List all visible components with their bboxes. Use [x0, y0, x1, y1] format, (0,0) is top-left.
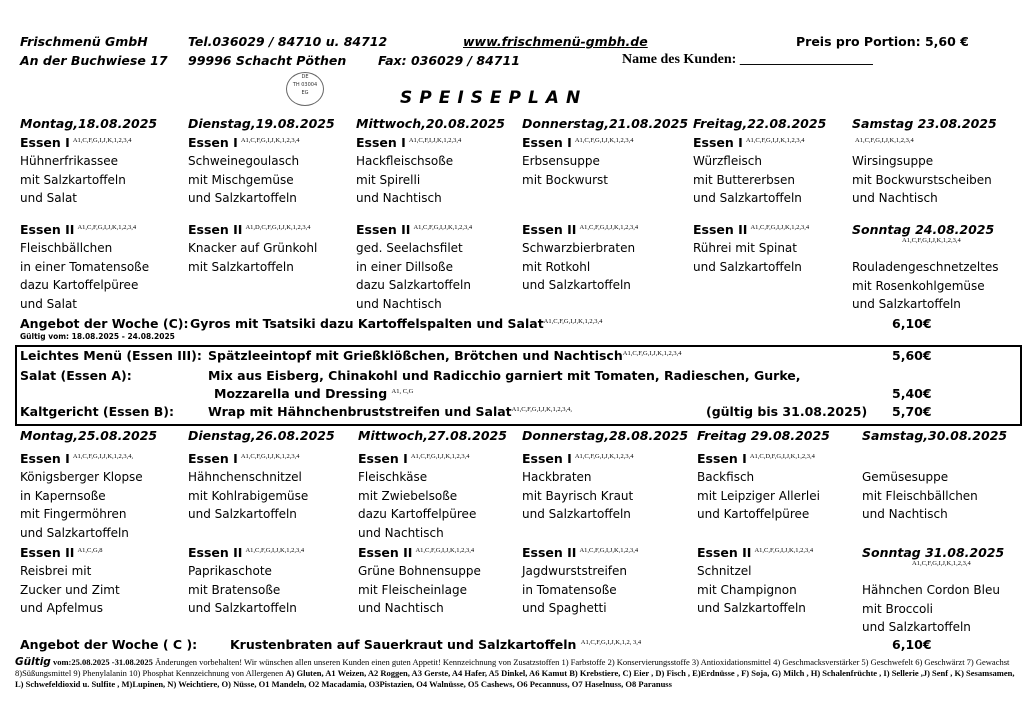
- allergen-codes: A1,C,F,G,I,J,K,1,2,3,4: [574, 452, 634, 460]
- week1-offer-text: [190, 316, 602, 331]
- essen-2-label: Essen II: [188, 222, 243, 237]
- essen-1-line: Fleischkäse: [358, 470, 428, 484]
- essen-1-line: Hackbraten: [522, 470, 592, 484]
- essen-1-label: Essen I: [358, 451, 408, 466]
- offer-text: Gyros mit Tsatsiki dazu Kartoffelspalten und Salat: [190, 316, 544, 331]
- allergen-codes: A1,C,F,G,I,J,K,1,2,3,4: [754, 546, 814, 554]
- light-menu-text: [208, 348, 681, 363]
- essen-1-header: [188, 135, 300, 150]
- essen-1-line: mit Kohlrabigemüse: [188, 488, 309, 503]
- essen-1-line: mit Spirelli: [356, 172, 421, 187]
- essen-1-line: und Nachtisch: [358, 525, 444, 540]
- cold-dish-label: Kaltgericht (Essen B):: [20, 404, 174, 419]
- customer-name-field[interactable]: Name des Kunden: ___________________: [622, 52, 873, 67]
- light-menu-label: Leichtes Menü (Essen III):: [20, 348, 202, 363]
- allergen-codes: A1,C,F,G,I,J,K,1,2,3,4,: [511, 405, 572, 413]
- essen-2-line: und Nachtisch: [358, 601, 444, 615]
- essen-1-line: und Salzkartoffeln: [188, 191, 297, 205]
- essen-1-header: [20, 451, 133, 466]
- footer-valid-range: vom:25.08.2025 -31.08.2025: [52, 657, 153, 667]
- essen-1-line: und Nachtisch: [862, 507, 948, 521]
- day-date: Dienstag,26.08.2025: [188, 428, 335, 443]
- essen-2-line: mit Bratensoße: [188, 582, 281, 597]
- essen-2-label: Essen II: [358, 545, 413, 560]
- essen-2-line: und Spaghetti: [522, 601, 607, 615]
- essen-1-line: Schweinegoulasch: [188, 154, 300, 168]
- essen-2-label: Essen II: [522, 545, 577, 560]
- allergen-codes: A1,C,F,I,J,K,1,2,3,4: [408, 136, 462, 144]
- essen-1-line: und Salzkartoffeln: [522, 507, 631, 521]
- essen-2-line: in einer Dillsoße: [356, 259, 453, 274]
- sunday-date: Sonntag 31.08.2025: [862, 545, 1005, 560]
- essen-2-line: Zucker und Zimt: [20, 582, 120, 597]
- essen-2-label: Essen II: [20, 545, 75, 560]
- day-date: Samstag 23.08.2025: [852, 116, 997, 131]
- essen-1-line: Wirsingsuppe: [852, 154, 934, 168]
- essen-2-header: [358, 545, 474, 560]
- allergen-codes: A1,C,D,F,G,I,J,K,1,2,3,4: [749, 452, 815, 460]
- essen-1-line: Würzfleisch: [693, 154, 763, 168]
- essen-1-line: mit Leipziger Allerlei: [697, 488, 820, 503]
- cold-dish-text: [208, 404, 572, 419]
- essen-2-line: Fleischbällchen: [20, 241, 113, 255]
- essen-1-line: Backfisch: [697, 470, 755, 484]
- essen-2-label: Essen II: [20, 222, 75, 237]
- essen-1-header: [693, 135, 805, 150]
- essen-1-line: Hühnerfrikassee: [20, 154, 119, 168]
- salad-price: 5,40€: [892, 386, 932, 401]
- offer-text: Krustenbraten auf Sauerkraut und Salzkartoffeln: [230, 637, 577, 652]
- essen-1-line: mit Fleischbällchen: [862, 488, 978, 503]
- company-name: Frischmenü GmbH: [20, 34, 148, 49]
- day-date: Donnerstag,28.08.2025: [522, 428, 689, 443]
- day-date: Freitag,22.08.2025: [693, 116, 827, 131]
- allergen-codes: A1,C,G,8: [77, 546, 103, 554]
- sunday-header: [862, 545, 1004, 568]
- essen-1-header: [852, 135, 914, 150]
- essen-1-line: und Kartoffelpüree: [697, 507, 810, 521]
- allergen-codes: A1,C,F,G,I,J,K,1,2,3,4: [579, 223, 639, 231]
- week2-offer-price: 6,10€: [892, 637, 932, 652]
- essen-1-line: mit Bayrisch Kraut: [522, 488, 634, 503]
- essen-1-label: Essen I: [188, 451, 238, 466]
- light-menu-price: 5,60€: [892, 348, 932, 363]
- allergen-codes: A1, C,G: [391, 387, 414, 395]
- salad-text-1: Mix aus Eisberg, Chinakohl und Radicchio garniert mit Tomaten, Radieschen, Gurke,: [208, 368, 801, 383]
- essen-1-line: Königsberger Klopse: [20, 470, 143, 484]
- essen-2-line: Reisbrei mit: [20, 564, 92, 578]
- city: 99996 Schacht Pöthen: [188, 53, 347, 68]
- sunday-date: Sonntag 24.08.2025: [852, 222, 995, 237]
- essen-1-line: mit Salzkartoffeln: [20, 172, 126, 187]
- allergen-codes: A1,C,F,G,I,J,K,1,2,3,4,: [72, 452, 134, 460]
- essen-1-label: Essen I: [697, 451, 747, 466]
- stamp-line: EG: [301, 90, 309, 96]
- footer-valid-label: Gültig: [15, 656, 51, 668]
- essen-2-line: ged. Seelachsfilet: [356, 241, 463, 255]
- phone: Tel.036029 / 84710 u. 84712: [188, 34, 388, 49]
- essen-2-line: Hähnchen Cordon Bleu: [862, 583, 1000, 597]
- essen-1-label: Essen I: [522, 451, 572, 466]
- essen-1-header: [358, 451, 470, 466]
- allergen-codes: A1,C,F,G,I,J,K,1,2,3,4: [912, 560, 971, 567]
- essen-1-line: mit Fingermöhren: [20, 507, 127, 521]
- essen-2-line: Grüne Bohnensuppe: [358, 564, 481, 578]
- essen-2-line: Paprikaschote: [188, 564, 272, 578]
- day-date: Samstag,30.08.2025: [862, 428, 1008, 443]
- essen-2-line: mit Champignon: [697, 582, 797, 597]
- essen-2-line: mit Broccoli: [862, 601, 933, 616]
- essen-1-label: Essen I: [522, 135, 572, 150]
- essen-2-line: mit Fleischeinlage: [358, 582, 467, 597]
- allergen-codes: A1,C,F,G,I,J,K,1,2,3,4: [622, 349, 682, 357]
- allergen-codes: A1,C,F,G,I,J,K,1,2,3,4: [855, 136, 914, 144]
- essen-1-header: [522, 451, 634, 466]
- essen-1-header: [188, 451, 300, 466]
- allergen-codes: A1,C,F,G,I,J,K,1,2,3,4: [415, 546, 475, 554]
- allergen-codes: A1,C,F,G,I,J,K,1,2, 3,4: [580, 638, 642, 646]
- footer-allergens: A) Gluten, A1 Weizen, A2 Roggen, A3 Gerste, A4 Hafer, A5 Dinkel, A6 Kamut B) Krebstiere, C) Eier , D) Fisch , E)Erdnüsse , F) Soja, G) Milch , H) Schalenfrüchte , I) Sellerie ,J) Senf , K) Sesamsamen, L) Schwefeldioxid u. Sulfite , M)Lupinen, N) Weichtiere, O) Nüsse, O1 Mandeln, O2 Macadamia, O3Pistazien, O4 Walnüsse, O5 Cashews, O6 Pecannuss, O7 Haselnuss, O8 Paranuss: [15, 668, 1015, 689]
- day-date: Freitag 29.08.2025: [697, 428, 830, 443]
- essen-1-line: dazu Kartoffelpüree: [358, 507, 477, 521]
- stamp-line: DE: [301, 74, 309, 80]
- essen-1-header: [697, 451, 815, 466]
- essen-2-line: Schwarzbierbraten: [522, 241, 636, 255]
- essen-2-line: und Salzkartoffeln: [522, 278, 631, 292]
- essen-2-label: Essen II: [522, 222, 577, 237]
- allergen-codes: A1,C,F,G,I,J,K,1,2,3,4: [750, 223, 810, 231]
- essen-1-label: Essen I: [20, 135, 70, 150]
- essen-1-line: Gemüsesuppe: [862, 470, 949, 484]
- week1-offer-price: 6,10€: [892, 316, 932, 331]
- essen-1-line: mit Zwiebelsoße: [358, 488, 458, 503]
- essen-2-line: und Apfelmus: [20, 601, 103, 615]
- essen-1-line: Hackfleischsoße: [356, 154, 454, 168]
- essen-2-header: [188, 545, 304, 560]
- day-date: Donnerstag,21.08.2025: [522, 116, 689, 131]
- essen-2-header: [20, 222, 136, 237]
- essen-2-line: und Nachtisch: [356, 296, 442, 311]
- essen-1-line: und Nachtisch: [356, 191, 442, 205]
- allergen-codes: A1,C,F,G,I,J,K,1,2,3,4: [240, 136, 300, 144]
- allergen-codes: A1,C,F,G,I,J,K,1,2,3,4: [240, 452, 300, 460]
- allergen-codes: A1,C,F,G,I,J,K,1,2,3,4: [72, 136, 132, 144]
- stamp-line: TH 03004: [292, 82, 318, 88]
- essen-2-label: Essen II: [697, 545, 752, 560]
- essen-2-label: Essen II: [188, 545, 243, 560]
- essen-1-header: [20, 135, 132, 150]
- week2-offer-label: Angebot der Woche ( C ):: [20, 637, 198, 652]
- day-date: Dienstag,19.08.2025: [188, 116, 335, 131]
- essen-1-line: in Kapernsoße: [20, 488, 106, 503]
- allergen-codes: A1,C,F,G,I,J,K,1,2,3,4: [543, 317, 603, 325]
- essen-2-header: [188, 222, 310, 237]
- essen-2-header: [693, 222, 809, 237]
- cold-text: Wrap mit Hähnchenbruststreifen und Salat: [208, 404, 512, 419]
- essen-1-line: und Salzkartoffeln: [188, 507, 297, 521]
- essen-2-header: [356, 222, 472, 237]
- essen-1-line: Hähnchenschnitzel: [188, 470, 302, 484]
- essen-2-header: [697, 545, 813, 560]
- salad-text-2: [214, 386, 413, 401]
- essen-2-line: dazu Kartoffelpüree: [20, 278, 139, 292]
- essen-2-line: mit Rotkohl: [522, 259, 591, 274]
- allergen-codes: A1,D,C,F,G,I,J,K,1,2,3,4: [245, 223, 311, 231]
- essen-2-line: Jagdwurststreifen: [522, 564, 627, 578]
- allergen-codes: A1,C,F,G,I,J,K,1,2,3,4: [902, 237, 961, 244]
- essen-1-line: mit Bockwurstscheiben: [852, 172, 992, 187]
- essen-1-line: und Salzkartoffeln: [693, 191, 802, 205]
- essen-1-header: [862, 451, 865, 466]
- essen-1-line: und Salat: [20, 191, 78, 205]
- essen-1-header: [522, 135, 634, 150]
- day-date: Mittwoch,27.08.2025: [358, 428, 507, 443]
- essen-2-line: und Salat: [20, 296, 78, 311]
- essen-1-label: Essen I: [693, 135, 743, 150]
- footer-additives: Änderungen vorbehalten! Wir wünschen allen unseren Kunden einen guten Appetit! Kennzeichnung von Zusatzstoffen 1) Farbstoffe 2) Konservierungsstoffe 3) Antioxidationsmittel 4) Geschmacksverstärker 5) Geschwefelt 6) Geschwärzt 7) Gewachst 8)Süßungsmittel 9) Phenylalanin 10) Phosphat Kennzeichnung von Allergenen: [15, 657, 1010, 678]
- allergen-codes: A1,C,F,G,I,J,K,1,2,3,4: [579, 546, 639, 554]
- essen-2-line: und Salzkartoffeln: [697, 601, 806, 615]
- essen-2-line: in einer Tomatensoße: [20, 259, 150, 274]
- essen-2-line: mit Salzkartoffeln: [188, 259, 294, 274]
- essen-2-line: dazu Salzkartoffeln: [356, 278, 471, 292]
- week1-offer-label: Angebot der Woche (C):: [20, 316, 189, 331]
- fax: Fax: 036029 / 84711: [378, 53, 520, 68]
- website-link[interactable]: www.frischmenü-gmbh.de: [463, 34, 648, 49]
- essen-2-line: Rührei mit Spinat: [693, 241, 797, 255]
- essen-1-line: mit Bockwurst: [522, 172, 608, 187]
- essen-2-line: in Tomatensoße: [522, 582, 617, 597]
- price-per-portion: Preis pro Portion: 5,60 €: [796, 34, 969, 49]
- essen-1-label: Essen I: [20, 451, 70, 466]
- essen-1-label: Essen I: [188, 135, 238, 150]
- essen-2-line: und Salzkartoffeln: [862, 620, 971, 634]
- essen-2-line: Schnitzel: [697, 564, 752, 578]
- allergen-codes: A1,C,F,G,I,J,K,1,2,3,4: [574, 136, 634, 144]
- cold-dish-validity: (gültig bis 31.08.2025): [706, 404, 868, 419]
- essen-2-line: und Salzkartoffeln: [693, 259, 802, 274]
- day-date: Montag,18.08.2025: [20, 116, 158, 131]
- allergen-codes: A1,C,F,G,I,J,K,1,2,3,4: [410, 452, 470, 460]
- essen-1-line: mit Mischgemüse: [188, 172, 294, 187]
- essen-2-line: Knacker auf Grünkohl: [188, 241, 318, 255]
- allergen-codes: A1,C,F,G,I,J,K,1,2,3,4: [245, 546, 305, 554]
- sunday-header: [852, 222, 994, 245]
- essen-2-label: Essen II: [356, 222, 411, 237]
- page-title: SPEISEPLAN: [400, 88, 588, 108]
- health-mark-stamp: [286, 72, 324, 106]
- allergen-codes: A1,C,F,G,I,J,K,1,2,3,4: [745, 136, 805, 144]
- essen-2-header: [20, 545, 103, 560]
- essen-1-line: und Salzkartoffeln: [20, 525, 129, 540]
- essen-1-label: Essen I: [356, 135, 406, 150]
- essen-2-line: mit Rosenkohlgemüse: [852, 278, 985, 293]
- salad-label: Salat (Essen A):: [20, 368, 132, 383]
- essen-1-header: [356, 135, 461, 150]
- light-text: Spätzleeintopf mit Grießklößchen, Brötchen und Nachtisch: [208, 348, 623, 363]
- day-date: Montag,25.08.2025: [20, 428, 158, 443]
- cold-dish-price: 5,70€: [892, 404, 932, 419]
- essen-2-label: Essen II: [693, 222, 748, 237]
- week1-validity: Gültig vom: 18.08.2025 - 24.08.2025: [20, 332, 175, 341]
- salad-text: Mozzarella und Dressing: [214, 386, 388, 401]
- essen-2-line: Rouladengeschnetzeltes: [852, 260, 999, 274]
- essen-1-line: Erbsensuppe: [522, 154, 600, 168]
- day-date: Mittwoch,20.08.2025: [356, 116, 505, 131]
- allergen-codes: A1,C,F,G,I,J,K,1,2,3,4: [77, 223, 137, 231]
- street: An der Buchwiese 17: [20, 53, 168, 68]
- essen-2-header: [522, 222, 638, 237]
- week2-offer-text: [230, 637, 641, 652]
- essen-2-header: [522, 545, 638, 560]
- essen-2-line: und Salzkartoffeln: [188, 601, 297, 615]
- footer-notes: [15, 657, 1020, 690]
- essen-1-line: mit Buttererbsen: [693, 172, 796, 187]
- allergen-codes: A1,C,F,G,I,J,K,1,2,3,4: [413, 223, 473, 231]
- essen-1-line: und Nachtisch: [852, 191, 938, 205]
- essen-2-line: und Salzkartoffeln: [852, 297, 961, 311]
